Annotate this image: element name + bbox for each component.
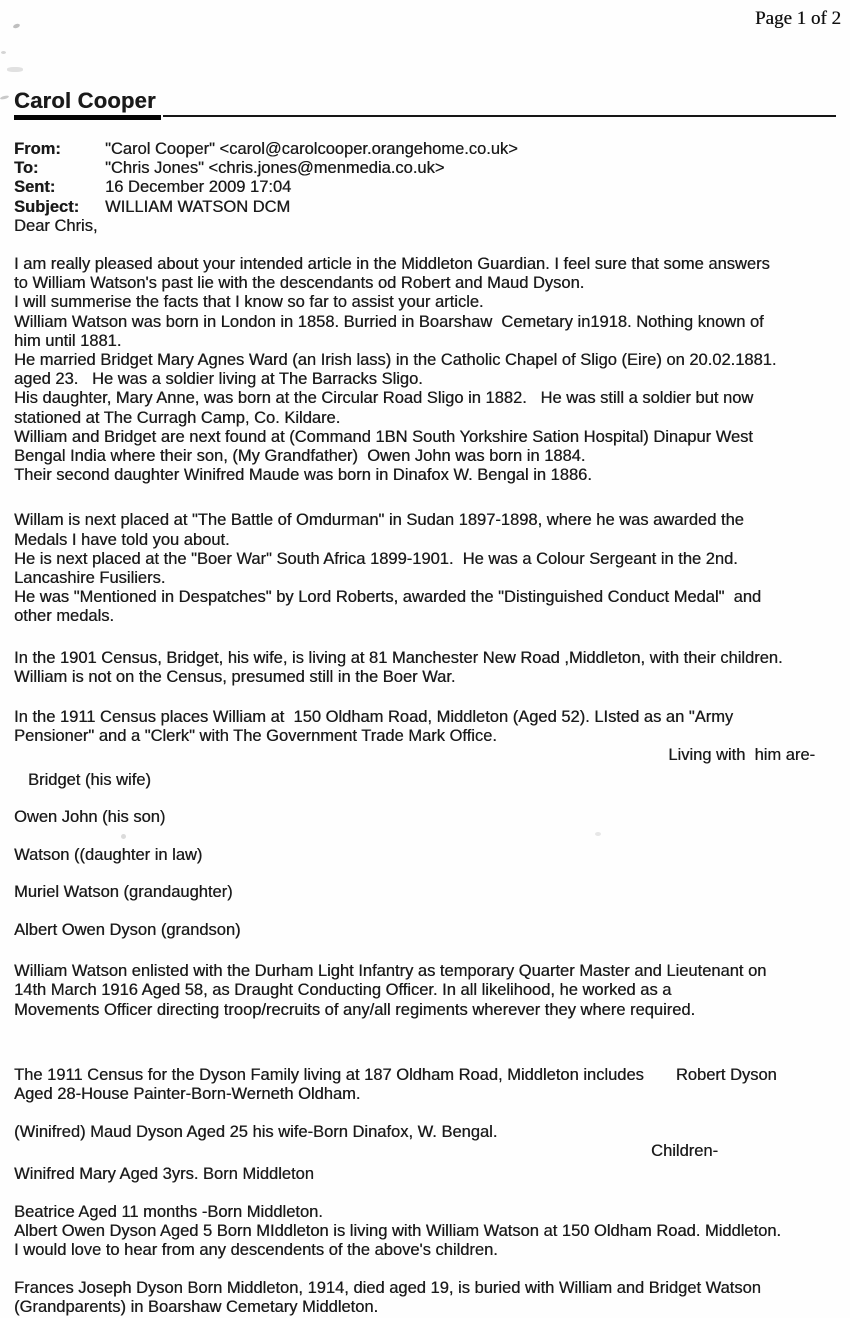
email-header-fields (14, 140, 836, 217)
body-line: William is not on the Census, presumed still in the Boer War. (14, 667, 456, 686)
body-line: Movements Officer directing troop/recruits of any/all regiments wherever they where required. (14, 1000, 696, 1019)
paragraph-maud-dyson (14, 1123, 836, 1142)
body-line: Bengal India where their son, (My Grandfather) Owen John was born in 1884. (14, 447, 586, 466)
body-line: I am really pleased about your intended article in the Middleton Guardian. I feel sure that some answers (14, 255, 770, 274)
scan-artifact (0, 95, 9, 100)
subject-value: WILLIAM WATSON DCM (105, 197, 291, 216)
body-line: I would love to hear from any descendents of the above's children. (14, 1241, 498, 1260)
body-line: Albert Owen Dyson Aged 5 Born MIddleton is living with William Watson at 150 Oldham Road. Middleton. (14, 1222, 782, 1241)
body-line: him until 1881. (14, 331, 122, 350)
sender-header (14, 88, 836, 120)
body-line: aged 23. He was a soldier living at The Barracks Sligo. (14, 370, 423, 389)
body-line: William and Bridget are next found at (Command 1BN South Yorkshire Sation Hospital) Dinapur West (14, 427, 753, 446)
paragraph-dyson-family-census (14, 1066, 836, 1104)
paragraph-1911-census (14, 708, 836, 746)
sent-value: 16 December 2009 17:04 (105, 178, 292, 197)
body-line: 14th March 1916 Aged 58, as Draught Conducting Officer. In all likelihood, he worked as a (14, 981, 672, 1000)
header-divider-rule (163, 115, 836, 117)
list-item: Owen John (his son) (14, 808, 166, 827)
body-line: In the 1911 Census places William at 150 Oldham Road, Middleton (Aged 52). LIsted as an "Army (14, 708, 734, 727)
body-line: He is next placed at the "Boer War" South Africa 1899-1901. He was a Colour Sergeant in the 2nd. (14, 549, 738, 568)
paragraph-beatrice-albert (14, 1203, 836, 1261)
body-line: William Watson was born in London in 1858. Burried in Boarshaw Cemetary in1918. Nothing known of (14, 312, 764, 331)
body-line: He married Bridget Mary Agnes Ward (an Irish lass) in the Catholic Chapel of Sligo (Eire) on 20.02.1881. (14, 351, 777, 370)
to-label: To: (14, 159, 39, 178)
body-line: Beatrice Aged 11 months -Born Middleton. (14, 1202, 323, 1221)
page-number: Page 1 of 2 (754, 8, 841, 29)
body-line: Winifred Mary Aged 3yrs. Born Middleton (14, 1164, 314, 1183)
scan-artifact (595, 832, 601, 836)
body-line: The 1911 Census for the Dyson Family living at 187 Oldham Road, Middleton includes Robert Dyson (14, 1065, 777, 1084)
body-line: Their second daughter Winifred Maude was born in Dinafox W. Bengal in 1886. (14, 466, 592, 485)
body-line: Lancashire Fusiliers. (14, 569, 166, 588)
body-line: stationed at The Curragh Camp, Co. Kildare. (14, 408, 341, 427)
paragraph-winifred-mary (14, 1165, 836, 1184)
paragraph-1901-census (14, 649, 836, 687)
body-line: I will summerise the facts that I know so far to assist your article. (14, 293, 484, 312)
sent-label: Sent: (14, 178, 56, 197)
salutation: Dear Chris, (14, 216, 98, 235)
household-members-list (14, 771, 836, 941)
body-line: Willam is next placed at "The Battle of Omdurman" in Sudan 1897-1898, where he was awarded the (14, 511, 744, 530)
body-line: William Watson enlisted with the Durham Light Infantry as temporary Quarter Master and Lieutenant on (14, 962, 767, 981)
body-line: In the 1901 Census, Bridget, his wife, is living at 81 Manchester New Road ,Middleton, with their children. (14, 648, 783, 667)
paragraph-frances-joseph (14, 1279, 836, 1317)
list-item: Watson ((daughter in law) (14, 845, 203, 864)
living-with-label: Living with him are- (668, 746, 815, 765)
sender-name: Carol Cooper (14, 88, 161, 120)
scan-artifact (13, 23, 21, 29)
body-line: (Winifred) Maud Dyson Aged 25 his wife-Born Dinafox, W. Bengal. (14, 1123, 498, 1142)
paragraph-intro-and-early-life (14, 255, 836, 485)
body-line: Pensioner" and a "Clerk" with The Government Trade Mark Office. (14, 727, 497, 746)
list-item: Muriel Watson (grandaughter) (14, 883, 233, 902)
body-line: He was "Mentioned in Despatches" by Lord Roberts, awarded the "Distinguished Conduct Medal" and (14, 588, 762, 607)
list-item: Bridget (his wife) (28, 770, 151, 789)
body-line: Medals I have told you about. (14, 530, 230, 549)
scan-artifact (1, 51, 6, 54)
body-line: to William Watson's past lie with the descendants od Robert and Maud Dyson. (14, 274, 585, 293)
scan-artifact (121, 834, 126, 839)
scan-artifact (7, 67, 23, 72)
body-line: other medals. (14, 607, 114, 626)
children-label: Children- (651, 1142, 718, 1161)
body-line: His daughter, Mary Anne, was born at the Circular Road Sligo in 1882. He was still a soldier but now (14, 389, 754, 408)
to-value: "Chris Jones" <chris.jones@menmedia.co.uk> (105, 159, 445, 178)
list-item: Albert Owen Dyson (grandson) (14, 921, 241, 940)
paragraph-military-campaigns (14, 511, 836, 626)
from-label: From: (14, 140, 61, 158)
body-line: (Grandparents) in Boarshaw Cemetary Middleton. (14, 1297, 379, 1316)
body-line: Aged 28-House Painter-Born-Werneth Oldham. (14, 1085, 361, 1104)
subject-label: Subject: (14, 197, 80, 216)
body-line: Frances Joseph Dyson Born Middleton, 1914, died aged 19, is buried with William and Bridget Watson (14, 1278, 761, 1297)
from-value: "Carol Cooper" <carol@carolcooper.orangehome.co.uk> (105, 140, 518, 158)
paragraph-enlistment-1916 (14, 962, 836, 1020)
